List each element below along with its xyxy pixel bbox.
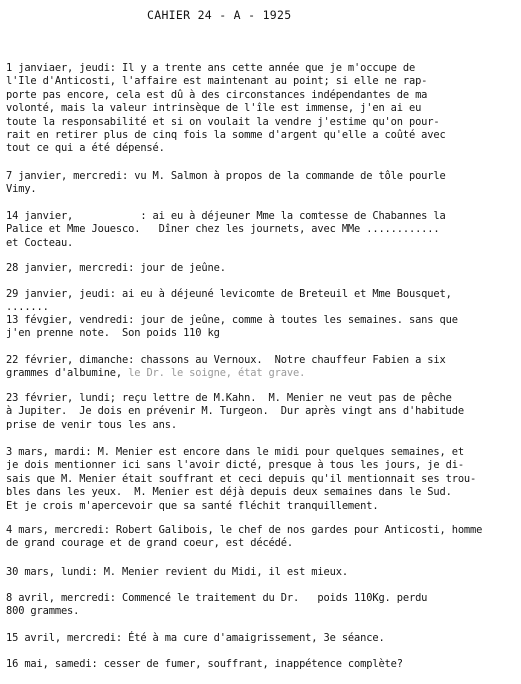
- entry-1-janvier: 1 janviaer, jeudi: Il y a trente ans cette année que je m'occupe de l'Ile d'Anticosti, l'affaire est maintenant au point; si elle ne rap- porte pas encore, cela est dû à des circonstances indépendantes de ma volonté, mais la valeur intrinsèque de l'île est immense, j'en ai eu toute la responsabilité et si on voulait la vendre j'estime qu'on pour- rait en retirer plus de cinq fois la somme d'argent qu'elle a coûté avec tout ce qui a été dépensé.: [6, 62, 446, 155]
- entry-8-avril: 8 avril, mercredi: Commencé le traitement du Dr. poids 110Kg. perdu 800 grammes.: [6, 592, 428, 618]
- entry-7-janvier: 7 janvier, mercredi: vu M. Salmon à propos de la commande de tôle pourle Vimy.: [6, 170, 446, 196]
- entry-15-avril: 15 avril, mercredi: Été à ma cure d'amaigrissement, 3e séance.: [6, 632, 385, 644]
- entry-14-janvier: 14 janvier, : ai eu à déjeuner Mme la comtesse de Chabannes la Palice et Mme Jouesco. Dîner chez les journets, avec MMe ............ et Cocteau.: [6, 210, 446, 249]
- entry-29-janvier: 29 janvier, jeudi: ai eu à déjeuné levicomte de Breteuil et Mme Bousquet, .......: [6, 288, 452, 314]
- entry-28-janvier: 28 janvier, mercredi: jour de jeûne.: [6, 262, 226, 274]
- entry-4-mars: 4 mars, mercredi: Robert Galibois, le chef de nos gardes pour Anticosti, homme de grand courage et de grand coeur, est décédé.: [6, 524, 483, 550]
- entry-22-fevrier-faint-text: le Dr. le soigne, état grave.: [122, 367, 306, 380]
- entry-22-fevrier-text: 22 février, dimanche: chassons au Vernoux. Notre chauffeur Fabien a six grammes d'albumine,: [6, 354, 446, 380]
- entry-13-fevrier: 13 févgier, vendredi: jour de jeûne, comme à toutes les semaines. sans que j'en prenne note. Son poids 110 kg: [6, 314, 458, 340]
- entry-30-mars: 30 mars, lundi: M. Menier revient du Midi, il est mieux.: [6, 566, 348, 578]
- entry-16-mai: 16 mai, samedi: cesser de fumer, souffrant, inappétence complète?: [6, 658, 403, 670]
- entry-3-mars: 3 mars, mardi: M. Menier est encore dans le midi pour quelques semaines, et je dois mentionner ici sans l'avoir dicté, presque à tous les jours, je di- sais que M. Menier était souffrant et ceci depuis qu'il mentionnait ses trou- bles dans les yeux. M. Menier est déjà depuis deux semaines dans le Sud. Et je crois m'apercevoir que sa santé fléchit tranquillement.: [6, 446, 477, 512]
- page-title: CAHIER 24 - A - 1925: [147, 8, 292, 22]
- entry-23-fevrier: 23 février, lundi; reçu lettre de M.Kahn. M. Menier ne veut pas de pêche à Jupiter. Je dois en prévenir M. Turgeon. Dur après vingt ans d'habitude prise de venir tous les ans.: [6, 392, 464, 431]
- entry-22-fevrier: [6, 354, 514, 381]
